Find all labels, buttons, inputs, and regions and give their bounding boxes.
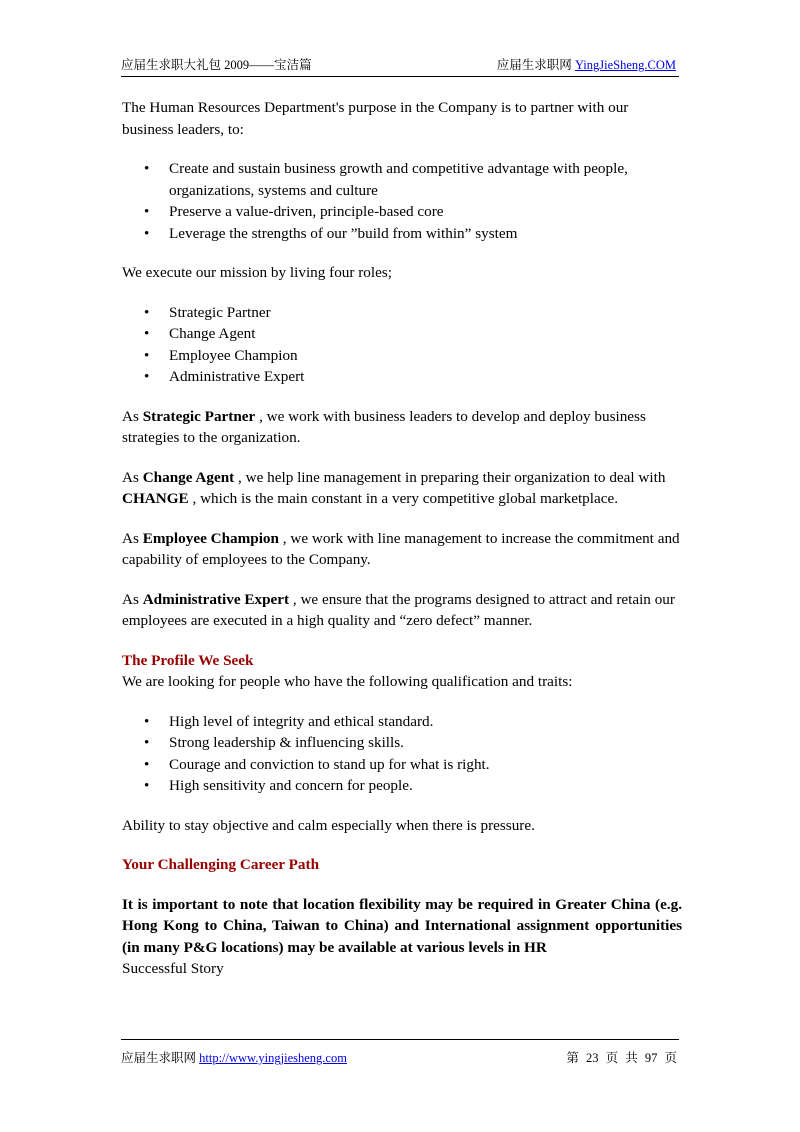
traits-list — [122, 711, 682, 797]
footer-divider — [121, 1039, 679, 1040]
page-content — [122, 97, 682, 980]
header-site-link[interactable]: YingJieSheng.COM — [574, 58, 676, 72]
paragraph-text: , we help line management in preparing their organization to deal with — [234, 468, 666, 486]
roles-list — [122, 302, 682, 388]
role-name: Employee Champion — [142, 529, 279, 547]
career-heading: Your Challenging Career Path — [122, 856, 320, 873]
list-item: • Leverage the strengths of our ”build from within” system — [122, 223, 682, 245]
footer-site-name: 应届生求职网 — [121, 1051, 197, 1065]
career-bold-text: It is important to note that location flexibility may be required in Greater China (e.g. Hong Kong to China, Taiwan to China) and International assignment opportunities (in many P&G locations) may be available at various levels in HR — [122, 895, 682, 956]
career-tail: Successful Story — [122, 960, 224, 977]
employee-champion-paragraph — [122, 528, 682, 571]
list-item: • Employee Champion — [122, 345, 682, 367]
list-item: • Strong leadership & influencing skills. — [122, 732, 682, 754]
header-title: 应届生求职大礼包 2009——宝洁篇 — [121, 58, 312, 72]
list-item: • Change Agent — [122, 323, 682, 345]
mission-intro: We execute our mission by living four roles; — [122, 264, 392, 281]
profile-closing: Ability to stay objective and calm especially when there is pressure. — [122, 816, 535, 834]
role-name: Administrative Expert — [142, 590, 290, 608]
header-site-name: 应届生求职网 — [496, 58, 572, 72]
list-item: • Preserve a value-driven, principle-based core — [122, 201, 682, 223]
paragraph-prefix: As — [122, 468, 143, 486]
career-paragraph — [122, 894, 682, 959]
purpose-list — [122, 158, 682, 244]
paragraph-text: , we work with business leaders to develop and deploy business strategies to the organization. — [122, 407, 646, 446]
paragraph-text: , we ensure that the programs designed to attract and retain our employees are executed in a high quality and “zero defect” manner. — [122, 590, 675, 629]
role-name: Change Agent — [142, 468, 235, 486]
profile-intro: We are looking for people who have the following qualification and traits: — [122, 673, 573, 690]
role-name: Strategic Partner — [142, 407, 256, 425]
list-item: • Create and sustain business growth and competitive advantage with people, organizations, systems and culture — [122, 158, 682, 201]
administrative-expert-paragraph — [122, 589, 682, 632]
paragraph-prefix: As — [122, 407, 143, 425]
header-site — [497, 54, 676, 76]
list-item: • Strategic Partner — [122, 302, 682, 324]
list-item: • Courage and conviction to stand up for what is right. — [122, 754, 682, 776]
intro-paragraph: The Human Resources Department's purpose in the Company is to partner with our business leaders, to: — [122, 99, 629, 138]
paragraph-text: , which is the main constant in a very competitive global marketplace. — [188, 490, 619, 507]
list-item: • Administrative Expert — [122, 366, 682, 388]
page-header — [121, 54, 679, 77]
strategic-partner-paragraph — [122, 406, 682, 449]
emphasis-text: CHANGE — [122, 490, 189, 507]
list-item: • High level of integrity and ethical standard. — [122, 711, 682, 733]
paragraph-text: , we work with line management to increase the commitment and capability of employees to the Company. — [122, 529, 680, 568]
profile-heading: The Profile We Seek — [122, 651, 254, 669]
footer-site-link[interactable]: http://www.yingjiesheng.com — [199, 1051, 347, 1065]
paragraph-prefix: As — [122, 529, 143, 547]
paragraph-prefix: As — [122, 590, 143, 608]
list-item: • High sensitivity and concern for people. — [122, 775, 682, 797]
page-number: 第 23 页 共 97 页 — [566, 1051, 677, 1065]
change-agent-paragraph — [122, 467, 682, 510]
footer-site — [121, 1049, 347, 1067]
